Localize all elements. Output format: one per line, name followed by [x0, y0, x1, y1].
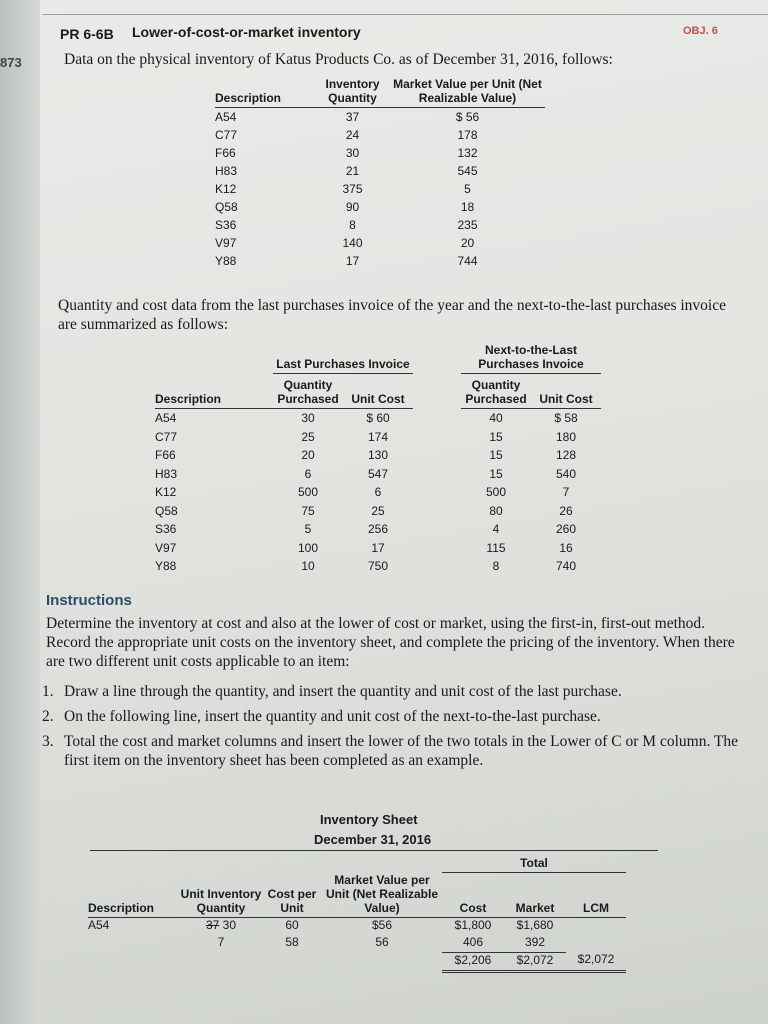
row-description: H83 — [215, 164, 238, 178]
table-row — [215, 126, 545, 144]
sheet-unit-cost: 60 — [285, 917, 299, 932]
struck-qty: 37 — [205, 917, 220, 932]
row-description: F66 — [155, 448, 176, 463]
row-last-cost: 547 — [367, 466, 389, 481]
row-market-value: 20 — [460, 236, 475, 250]
row-last-qty: 25 — [301, 429, 315, 444]
col-unit-qty: Unit Inventory Quantity — [180, 873, 262, 918]
row-quantity: 21 — [345, 164, 360, 178]
row-last-qty: 10 — [301, 559, 315, 574]
purchases-table — [155, 343, 601, 576]
instructions-paragraph: Determine the inventory at cost and also at the lower of cost or market, using the first-in, first-out method. Record the appropriate unit costs on the inventory sheet, and complete the pricing of the inventory. When there are two different unit costs applicable to an item: — [46, 615, 735, 670]
table-row — [155, 409, 601, 428]
sheet-unit-cost: 58 — [285, 934, 299, 949]
row-next-cost: 540 — [555, 466, 577, 481]
purchases-intro: Quantity and cost data from the last purchases invoice of the year and the next-to-the-last purchases invoice are summarized as follows: — [58, 297, 726, 333]
row-market-value: 178 — [457, 128, 478, 142]
instruction-step — [42, 732, 747, 770]
col-market-value: Market Value per Unit (Net Realizable Value) — [390, 77, 545, 108]
problem-title: Lower-of-cost-or-market inventory — [132, 24, 361, 40]
row-description: H83 — [155, 466, 178, 481]
row-quantity: 30 — [345, 146, 360, 160]
row-last-qty: 5 — [304, 522, 312, 537]
col-cost-per-unit: Cost per Unit — [262, 873, 322, 918]
row-description: C77 — [155, 429, 178, 444]
row-next-cost: 7 — [562, 485, 570, 500]
row-quantity: 17 — [345, 254, 360, 268]
sheet-cost: $1,800 — [454, 917, 492, 932]
instruction-step — [42, 682, 747, 701]
sheet-qty: 7 — [217, 934, 225, 949]
sheet-market: 392 — [504, 935, 566, 953]
problem-intro: Data on the physical inventory of Katus Products Co. as of December 31, 2016, follows: — [64, 51, 613, 68]
col-quantity: Inventory Quantity — [315, 77, 390, 108]
table-row — [215, 108, 545, 127]
row-last-qty: 30 — [301, 411, 315, 426]
col-last-cost: Unit Cost — [343, 374, 413, 409]
row-last-qty: 20 — [301, 448, 315, 463]
row-description: Y88 — [155, 559, 177, 574]
row-last-qty: 6 — [304, 466, 312, 481]
sheet-market: $1,680 — [516, 917, 554, 932]
row-quantity: 8 — [349, 218, 356, 232]
step-number: 1. — [42, 683, 54, 700]
sheet-qty — [180, 917, 262, 935]
row-next-qty: 15 — [489, 448, 503, 463]
total-market: $2,072 — [504, 952, 566, 971]
top-rule — [42, 14, 768, 15]
row-market-value: 18 — [460, 200, 475, 214]
step-number: 2. — [42, 708, 54, 725]
inventory-table-body — [215, 108, 545, 271]
sheet-description: A54 — [88, 917, 110, 932]
table-row — [215, 162, 545, 180]
purchases-table-body — [155, 409, 601, 576]
row-description: S36 — [155, 522, 177, 537]
group-last-purchases: Last Purchases Invoice — [273, 343, 413, 374]
row-description: K12 — [155, 485, 177, 500]
row-last-qty: 500 — [297, 485, 319, 500]
row-next-cost: 260 — [555, 522, 577, 537]
table-row — [155, 465, 601, 484]
row-description: Q58 — [155, 503, 178, 518]
step-text: Total the cost and market columns and insert the lower of the two totals in the Lower of C or M column. The first item on the inventory sheet has been completed as an example. — [64, 733, 739, 769]
row-market-value: 235 — [457, 218, 478, 232]
instructions-heading: Instructions — [46, 592, 132, 609]
col-description: Description — [88, 873, 180, 918]
row-quantity: 375 — [342, 182, 363, 196]
page-number: 873 — [0, 55, 22, 70]
revised-qty: 30 — [222, 917, 237, 932]
inventory-sheet-table — [88, 856, 626, 973]
row-description: A54 — [215, 110, 237, 124]
row-next-qty: 15 — [489, 429, 503, 444]
table-row — [215, 216, 545, 234]
sheet-cost: 406 — [442, 935, 504, 953]
col-next-qty: Quantity Purchased — [461, 374, 531, 409]
col-next-cost: Unit Cost — [531, 374, 601, 409]
col-market-value: Market Value per Unit (Net Realizable Value) — [322, 873, 442, 918]
row-market-value: 5 — [464, 182, 471, 196]
step-text: On the following line, insert the quantity and unit cost of the next-to-the-last purchase. — [64, 708, 601, 725]
col-description: Description — [155, 374, 273, 409]
row-quantity: 90 — [345, 200, 360, 214]
table-row — [215, 144, 545, 162]
row-next-qty: 500 — [485, 485, 507, 500]
row-next-cost: $ 58 — [554, 411, 578, 426]
problem-id: PR 6-6B — [60, 26, 114, 42]
row-last-qty: 100 — [297, 540, 319, 555]
inventory-table — [215, 77, 545, 270]
table-row — [215, 252, 545, 270]
table-row — [155, 446, 601, 465]
row-next-cost: 16 — [559, 540, 573, 555]
objective-badge: OBJ. 6 — [683, 25, 718, 37]
col-description: Description — [215, 77, 315, 108]
row-last-cost: 17 — [371, 540, 385, 555]
col-lcm: LCM — [566, 873, 626, 918]
row-next-qty: 115 — [486, 540, 506, 555]
row-next-qty: 80 — [489, 503, 503, 518]
row-next-cost: 128 — [555, 448, 577, 463]
row-market-value: $ 56 — [455, 110, 480, 124]
row-description: V97 — [215, 236, 237, 250]
row-next-qty: 4 — [492, 522, 500, 537]
table-row — [155, 557, 601, 576]
total-cost: $2,206 — [442, 952, 504, 971]
row-description: Q58 — [215, 200, 238, 214]
totals-row — [88, 952, 626, 971]
sheet-title: Inventory Sheet — [320, 812, 418, 827]
step-number: 3. — [42, 733, 54, 750]
table-row — [155, 428, 601, 447]
row-quantity: 37 — [345, 110, 360, 124]
col-total: Total — [442, 856, 626, 873]
row-next-cost: 26 — [559, 503, 573, 518]
row-last-qty: 75 — [301, 503, 315, 518]
row-description: Y88 — [215, 254, 237, 268]
row-description: A54 — [155, 411, 177, 426]
table-row — [88, 917, 626, 935]
row-description: S36 — [215, 218, 237, 232]
row-last-cost: 174 — [367, 429, 389, 444]
row-last-cost: 6 — [374, 485, 382, 500]
row-last-cost: 256 — [367, 522, 389, 537]
row-last-cost: 25 — [371, 503, 385, 518]
row-description: F66 — [215, 146, 236, 160]
group-next-to-last-purchases: Next-to-the-Last Purchases Invoice — [461, 343, 601, 374]
instruction-steps — [42, 682, 747, 776]
row-last-cost: 750 — [367, 559, 389, 574]
col-last-qty: Quantity Purchased — [273, 374, 343, 409]
instruction-step — [42, 707, 747, 726]
sheet-market-value: 56 — [375, 934, 389, 949]
step-text: Draw a line through the quantity, and insert the quantity and unit cost of the last purchase. — [64, 683, 622, 700]
sheet-rule — [90, 850, 658, 851]
row-last-cost: $ 60 — [366, 411, 390, 426]
row-description: K12 — [215, 182, 237, 196]
row-market-value: 744 — [457, 254, 478, 268]
table-row — [215, 198, 545, 216]
table-row — [215, 180, 545, 198]
total-lcm: $2,072 — [566, 952, 626, 971]
col-cost: Cost — [442, 873, 504, 918]
table-row — [155, 502, 601, 521]
row-next-qty: 40 — [489, 411, 503, 426]
row-next-qty: 8 — [492, 559, 500, 574]
book-spine — [0, 0, 40, 1024]
row-next-qty: 15 — [489, 466, 503, 481]
row-next-cost: 740 — [555, 559, 577, 574]
sheet-market-value: $56 — [371, 917, 393, 932]
row-market-value: 132 — [457, 146, 478, 160]
table-row — [155, 520, 601, 539]
table-row — [215, 234, 545, 252]
row-description: C77 — [215, 128, 238, 142]
table-row — [88, 935, 626, 953]
row-next-cost: 180 — [555, 429, 577, 444]
col-market: Market — [504, 873, 566, 918]
row-description: V97 — [155, 540, 177, 555]
row-last-cost: 130 — [367, 448, 389, 463]
row-market-value: 545 — [457, 164, 478, 178]
row-quantity: 24 — [345, 128, 360, 142]
table-row — [155, 483, 601, 502]
sheet-date: December 31, 2016 — [314, 832, 432, 847]
row-quantity: 140 — [342, 236, 363, 250]
table-row — [155, 539, 601, 558]
